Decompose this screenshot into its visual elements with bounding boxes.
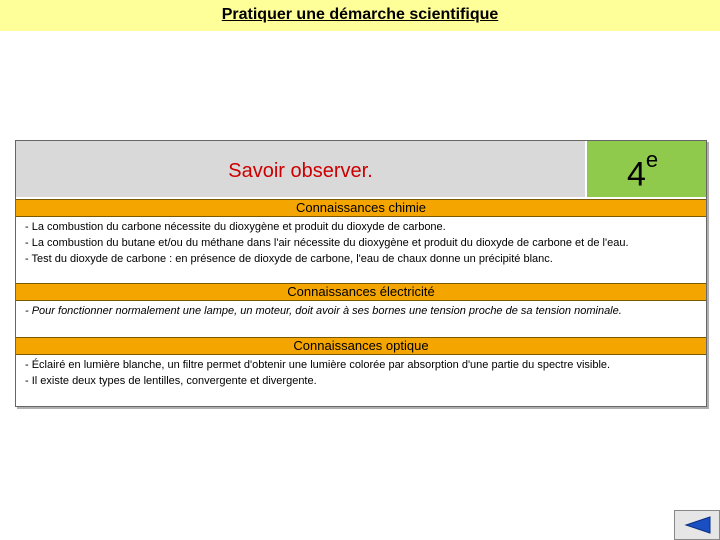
list-item: - Pour fonctionner normalement une lampe, un moteur, doit avoir à ses bornes une tension proche de sa tension nominale. xyxy=(25,305,622,317)
list-item: - Test du dioxyde de carbone : en présence de dioxyde de carbone, l'eau de chaux donne un précipité blanc. xyxy=(25,253,553,265)
grade-label xyxy=(627,147,659,194)
section-body-electricity xyxy=(25,303,622,319)
section-body-chemistry xyxy=(25,219,629,267)
list-item: - La combustion du butane et/ou du méthane dans l'air nécessite du dioxygène et produit du dioxyde de carbone et de l'eau. xyxy=(25,237,629,249)
grade-number: 4 xyxy=(627,155,646,194)
list-item: - Il existe deux types de lentilles, convergente et divergente. xyxy=(25,375,317,387)
content-card xyxy=(15,140,707,407)
grade-box xyxy=(587,141,706,197)
list-item: - La combustion du carbone nécessite du dioxygène et produit du dioxyde de carbone. xyxy=(25,221,446,233)
grade-suffix: e xyxy=(645,147,659,172)
section-header-optics: Connaissances optique xyxy=(16,337,706,355)
back-button[interactable] xyxy=(674,510,720,540)
card-heading-box xyxy=(16,141,587,197)
section-header-electricity: Connaissances électricité xyxy=(16,283,706,301)
card-heading: Savoir observer. xyxy=(228,160,373,182)
section-header-chemistry: Connaissances chimie xyxy=(16,199,706,217)
list-item: - Éclairé en lumière blanche, un filtre permet d'obtenir une lumière colorée par absorption d'une partie du spectre visible. xyxy=(25,359,611,371)
back-arrow-icon xyxy=(682,515,712,535)
page-title: Pratiquer une démarche scientifique xyxy=(221,6,499,23)
section-body-optics xyxy=(25,357,610,389)
